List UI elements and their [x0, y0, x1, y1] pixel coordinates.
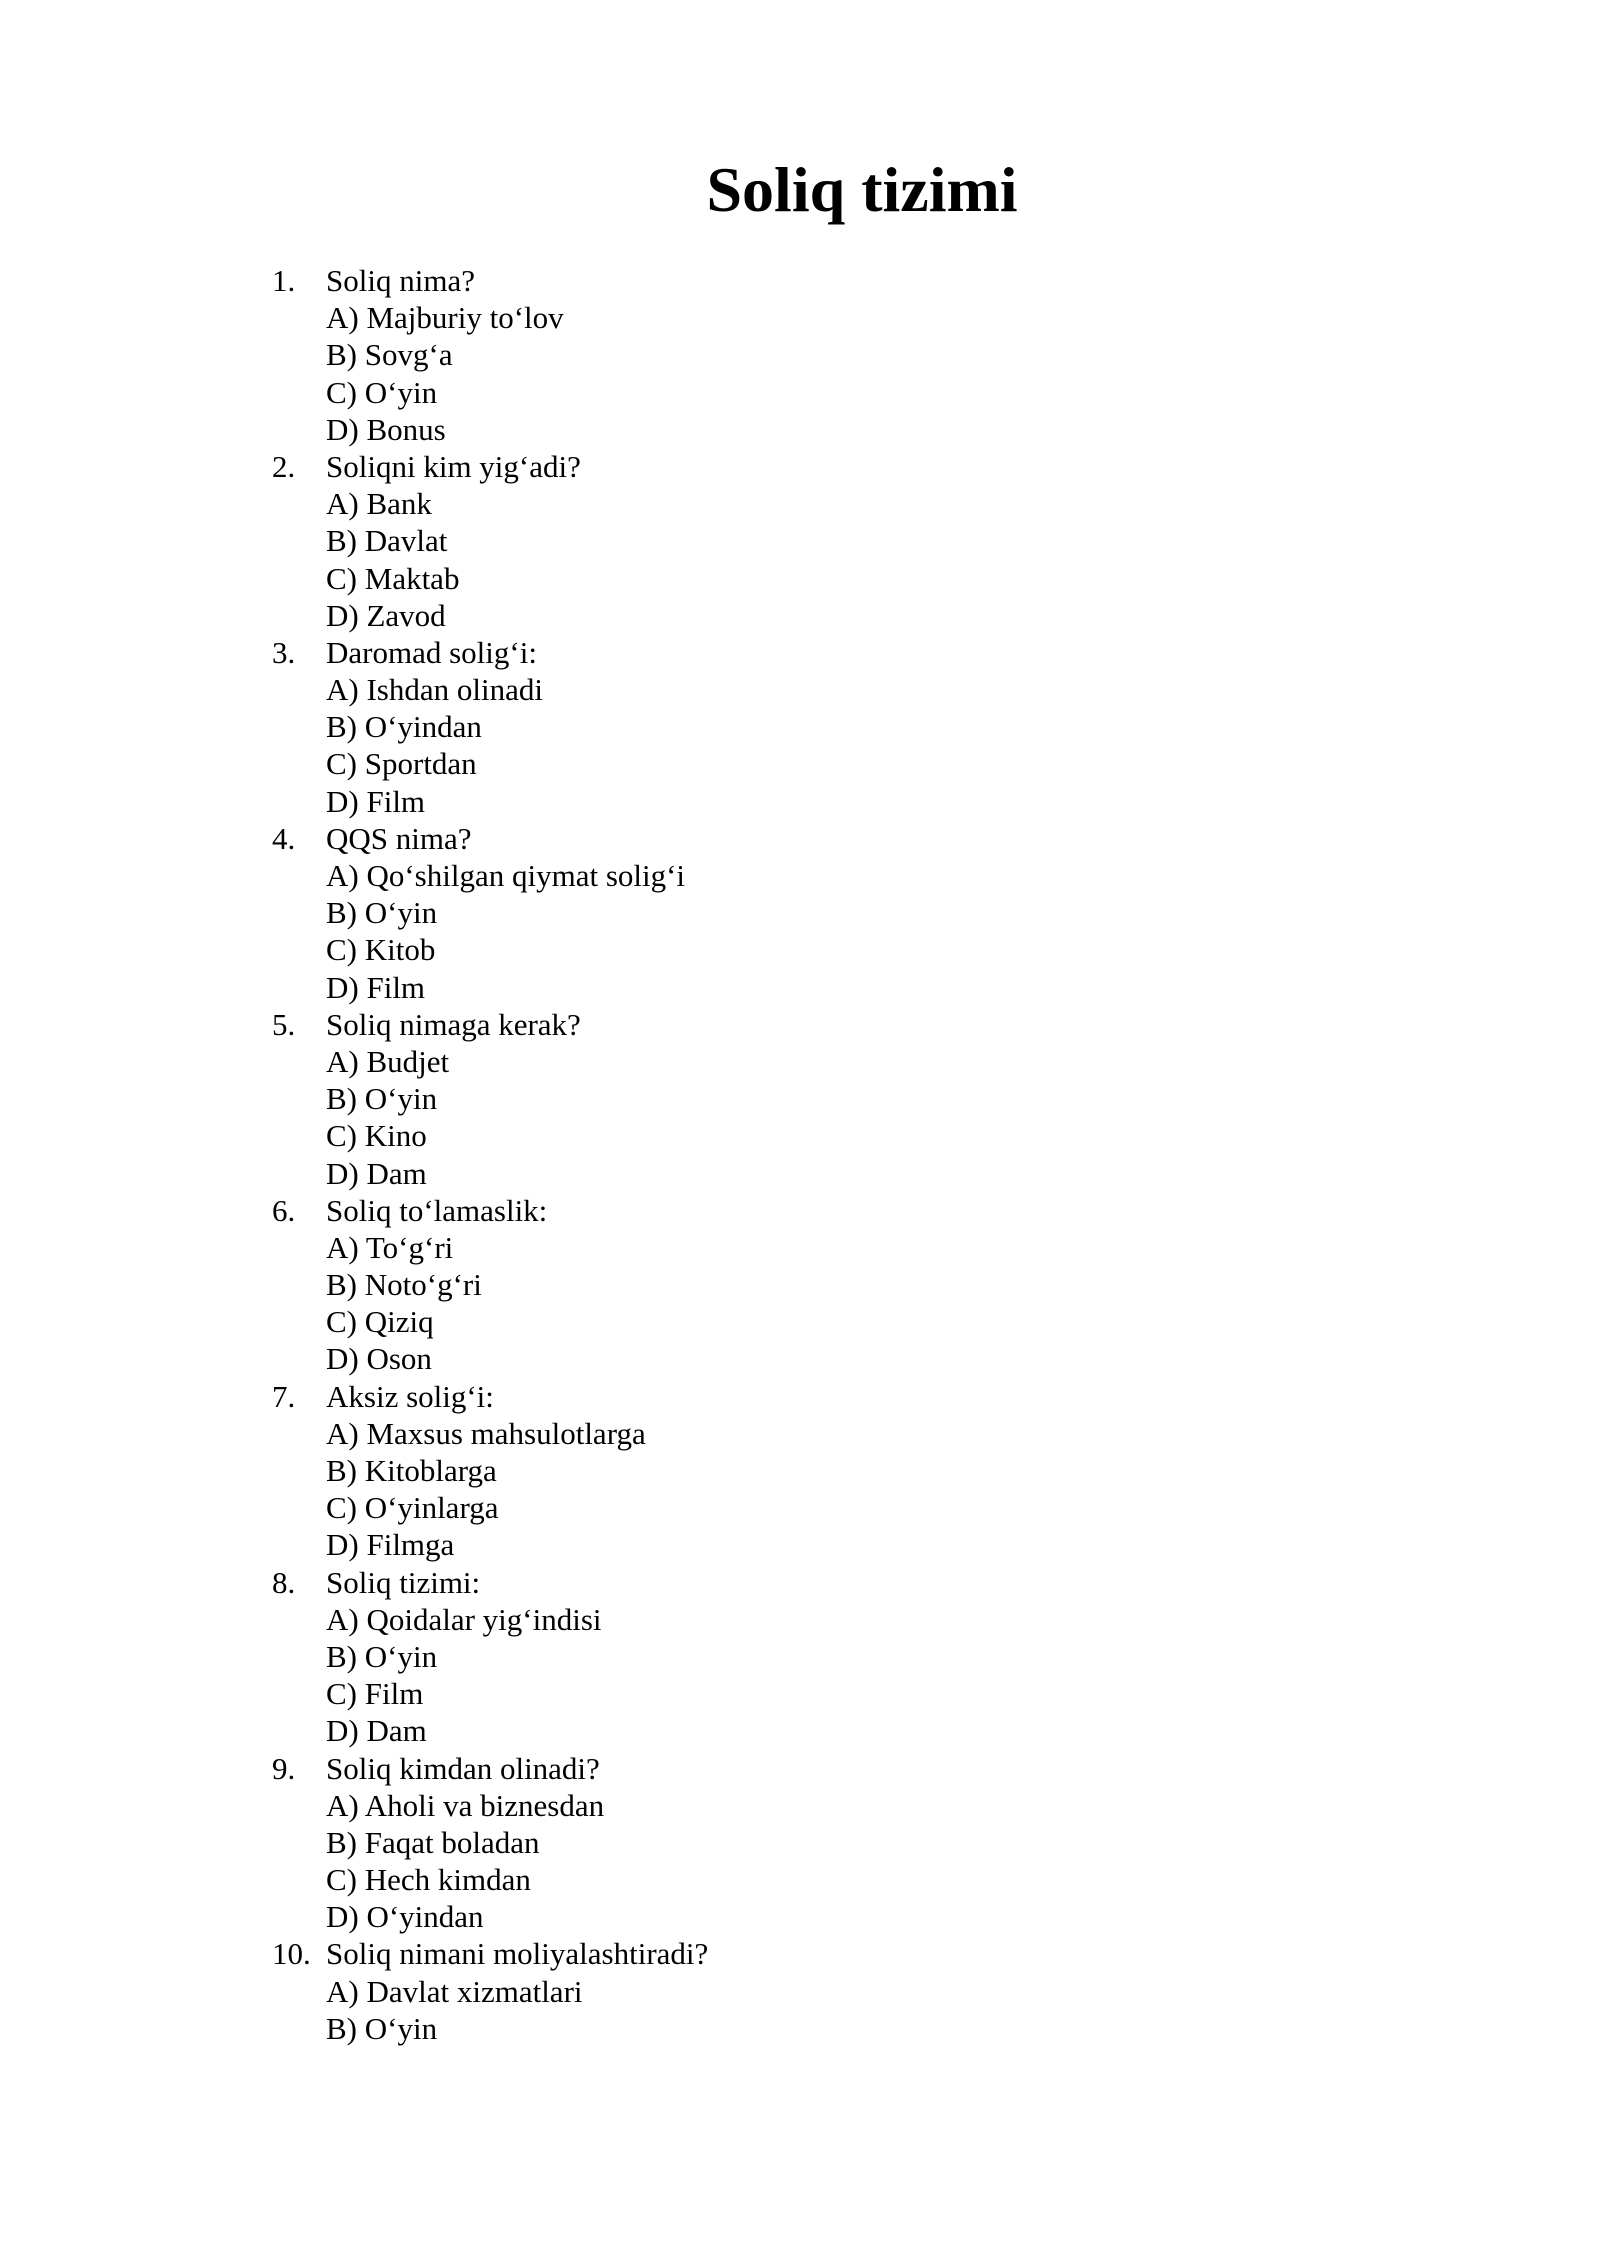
question-item	[272, 1378, 1372, 1564]
answer-options	[272, 1043, 1372, 1192]
question-item	[272, 262, 1372, 448]
question-text: Soliq kimdan olinadi?	[326, 1750, 600, 1786]
document-title: Soliq tizimi	[706, 154, 1018, 225]
answer-option: C) Qiziq	[326, 1304, 434, 1340]
answer-options	[272, 857, 1372, 1006]
answer-option: D) Dam	[326, 1155, 427, 1191]
answer-option: B) O‘yin	[326, 1638, 438, 1674]
answer-options	[272, 1787, 1372, 1936]
question-line	[272, 1378, 1372, 1415]
answer-option: C) Film	[326, 1676, 424, 1712]
answer-option: A) Davlat xizmatlari	[326, 1973, 583, 2009]
question-line	[272, 1006, 1372, 1043]
answer-option: D) Filmga	[326, 1527, 455, 1563]
answer-option: D) O‘yindan	[326, 1899, 484, 1935]
question-line	[272, 262, 1372, 299]
answer-option: A) To‘g‘ri	[326, 1229, 454, 1265]
answer-option: A) Majburiy to‘lov	[326, 300, 564, 336]
question-text: Soliq nima?	[326, 263, 475, 298]
answer-options	[272, 485, 1372, 634]
answer-option: B) O‘yin	[326, 1081, 438, 1117]
question-line	[272, 1935, 1372, 1972]
question-line	[272, 634, 1372, 671]
question-number: 7.	[272, 1378, 296, 1414]
question-number: 1.	[272, 263, 296, 298]
answer-options	[272, 1415, 1372, 1564]
question-number: 8.	[272, 1564, 296, 1600]
question-number: 10.	[272, 1936, 311, 1972]
answer-option: C) Kino	[326, 1118, 427, 1154]
question-text: Soliq tizimi:	[326, 1564, 481, 1600]
answer-option: D) Film	[326, 969, 426, 1005]
question-text: Soliq nimani moliyalashtiradi?	[326, 1936, 709, 1972]
answer-option: B) Kitoblarga	[326, 1453, 497, 1488]
answer-option: B) O‘yin	[326, 895, 438, 931]
answer-options	[272, 671, 1372, 820]
answer-option: D) Zavod	[326, 597, 446, 633]
answer-option: A) Maxsus mahsulotlarga	[326, 1415, 646, 1451]
question-text: Soliq nimaga kerak?	[326, 1006, 581, 1042]
question-line	[272, 1564, 1372, 1601]
answer-options	[272, 1229, 1372, 1378]
question-line	[272, 1750, 1372, 1787]
question-item	[272, 1935, 1372, 2047]
answer-option: B) O‘yin	[326, 2010, 438, 2046]
answer-option: A) Budjet	[326, 1043, 450, 1079]
answer-option: A) Qoidalar yig‘indisi	[326, 1601, 602, 1637]
question-number: 9.	[272, 1750, 296, 1786]
answer-option: B) Faqat boladan	[326, 1824, 540, 1860]
question-line	[272, 448, 1372, 485]
question-item	[272, 1192, 1372, 1378]
question-text: Aksiz solig‘i:	[326, 1378, 494, 1414]
answer-option: C) O‘yinlarga	[326, 1490, 499, 1526]
question-number: 5.	[272, 1006, 296, 1042]
question-text: Soliqni kim yig‘adi?	[326, 448, 581, 484]
answer-option: B) O‘yindan	[326, 709, 482, 745]
question-item	[272, 448, 1372, 634]
answer-options	[272, 299, 1372, 448]
question-text: Daromad solig‘i:	[326, 634, 537, 670]
question-list	[272, 262, 1372, 2047]
answer-option: B) Noto‘g‘ri	[326, 1267, 482, 1303]
question-number: 4.	[272, 820, 296, 856]
question-number: 3.	[272, 634, 296, 670]
answer-option: C) Maktab	[326, 560, 460, 596]
answer-option: A) Qo‘shilgan qiymat solig‘i	[326, 858, 686, 893]
answer-options	[272, 1973, 1372, 2047]
question-text: Soliq to‘lamaslik:	[326, 1192, 548, 1228]
answer-options	[272, 1601, 1372, 1750]
answer-option: D) Film	[326, 783, 426, 819]
question-item	[272, 1750, 1372, 1936]
answer-option: B) Davlat	[326, 523, 448, 559]
answer-option: D) Oson	[326, 1341, 432, 1377]
question-item	[272, 1564, 1372, 1750]
answer-option: C) Kitob	[326, 932, 436, 968]
question-item	[272, 820, 1372, 1006]
answer-option: A) Ishdan olinadi	[326, 672, 543, 708]
question-item	[272, 1006, 1372, 1192]
question-item	[272, 634, 1372, 820]
question-number: 6.	[272, 1192, 296, 1228]
answer-option: C) Hech kimdan	[326, 1862, 531, 1898]
answer-option: D) Bonus	[326, 411, 446, 447]
answer-option: C) Sportdan	[326, 746, 477, 782]
answer-option: C) O‘yin	[326, 374, 438, 410]
question-text: QQS nima?	[326, 820, 472, 856]
question-line	[272, 820, 1372, 857]
question-number: 2.	[272, 448, 296, 484]
answer-option: A) Aholi va biznesdan	[326, 1787, 605, 1823]
answer-option: A) Bank	[326, 486, 432, 522]
answer-option: D) Dam	[326, 1713, 427, 1749]
question-line	[272, 1192, 1372, 1229]
answer-option: B) Sovg‘a	[326, 337, 453, 373]
